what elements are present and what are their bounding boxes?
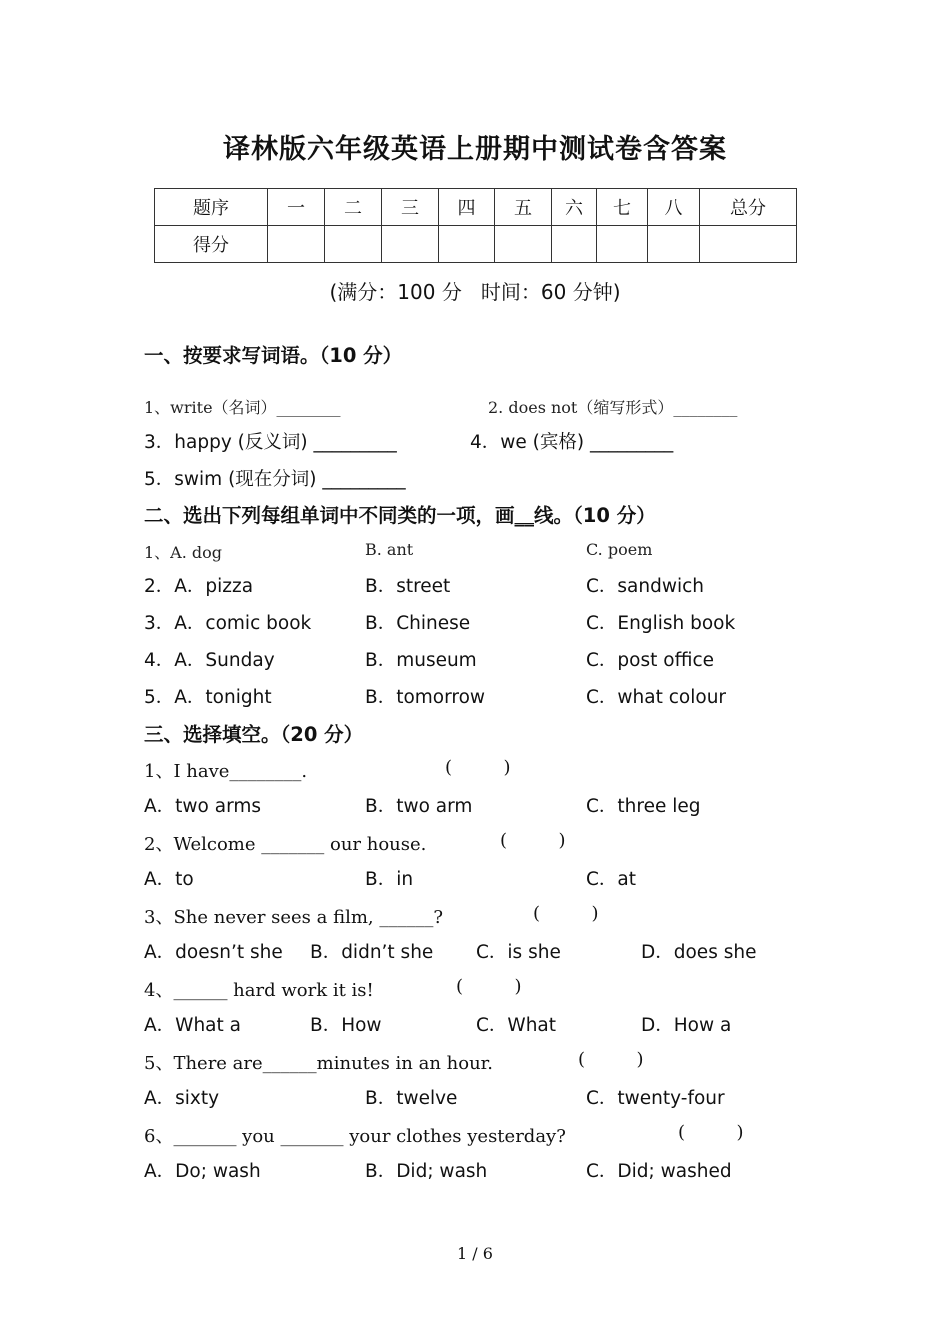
- answer-paren[interactable]: ( ): [456, 976, 522, 997]
- question-text: 5、There are______minutes in an hour.: [144, 1053, 494, 1074]
- table-cell: 七: [597, 189, 648, 226]
- page-number: 1 / 6: [457, 1244, 493, 1263]
- question-item: 2. does not（缩写形式）________: [488, 398, 738, 417]
- score-table: [154, 188, 797, 263]
- table-cell: 二: [325, 189, 382, 226]
- option-c: C．English book: [586, 613, 736, 634]
- question-item: 3．happy (反义词) _________: [144, 432, 397, 453]
- option-b: B．museum: [365, 650, 477, 671]
- option-a: A．Do; wash: [144, 1161, 261, 1182]
- table-cell: 八: [648, 189, 700, 226]
- question-text: 2、Welcome _______ our house.: [144, 834, 427, 855]
- option-b: B．Did; wash: [365, 1161, 488, 1182]
- option-c: C．three leg: [586, 796, 701, 817]
- option-a: A．sixty: [144, 1088, 220, 1109]
- answer-paren[interactable]: ( ): [678, 1122, 744, 1143]
- section-heading: 一、按要求写词语。（10 分）: [144, 344, 403, 367]
- option-b: B．How: [310, 1015, 382, 1036]
- score-table-header-row: [155, 189, 797, 226]
- section-heading: 三、选择填空。（20 分）: [144, 723, 364, 746]
- score-cell[interactable]: [495, 226, 552, 263]
- option-a: 2．A．pizza: [144, 576, 254, 597]
- table-cell: 得分: [155, 226, 268, 263]
- score-cell[interactable]: [648, 226, 700, 263]
- option-c: C．Did; washed: [586, 1161, 732, 1182]
- score-cell[interactable]: [700, 226, 797, 263]
- heading-text: 线。（10 分）: [534, 504, 656, 527]
- option-c: C. poem: [586, 540, 653, 559]
- option-b: B. ant: [365, 540, 414, 559]
- answer-paren[interactable]: ( ): [533, 903, 599, 924]
- option-a: 5．A．tonight: [144, 687, 272, 708]
- option-a: A．two arms: [144, 796, 262, 817]
- question-text: 6、_______ you _______ your clothes yesterday?: [144, 1126, 566, 1147]
- option-a: A．to: [144, 869, 194, 890]
- option-b: B．two arm: [365, 796, 473, 817]
- question-text: 4、______ hard work it is!: [144, 980, 374, 1001]
- option-b: B．didn’t she: [310, 942, 434, 963]
- option-c: C．twenty-four: [586, 1088, 725, 1109]
- heading-blank: __: [514, 504, 535, 527]
- score-cell[interactable]: [597, 226, 648, 263]
- option-b: B．tomorrow: [365, 687, 486, 708]
- option-b: B．street: [365, 576, 451, 597]
- table-cell: 三: [382, 189, 439, 226]
- section-heading: [144, 500, 656, 528]
- option-b: B．in: [365, 869, 414, 890]
- answer-paren[interactable]: ( ): [445, 757, 511, 778]
- table-cell: 一: [268, 189, 325, 226]
- table-cell: 总分: [700, 189, 797, 226]
- option-a: 3．A．comic book: [144, 613, 312, 634]
- option-b: B．twelve: [365, 1088, 458, 1109]
- score-cell[interactable]: [325, 226, 382, 263]
- question-item: 4．we (宾格) _________: [470, 432, 674, 453]
- score-cell[interactable]: [552, 226, 597, 263]
- option-a: 1、A. dog: [144, 543, 223, 562]
- answer-paren[interactable]: ( ): [500, 830, 566, 851]
- option-a: 4．A．Sunday: [144, 650, 275, 671]
- option-a: A．What a: [144, 1015, 241, 1036]
- option-c: C．sandwich: [586, 576, 705, 597]
- table-cell: 四: [439, 189, 495, 226]
- table-cell: 题序: [155, 189, 268, 226]
- question-item: 5．swim (现在分词) _________: [144, 469, 406, 490]
- score-cell[interactable]: [382, 226, 439, 263]
- answer-paren[interactable]: ( ): [578, 1049, 644, 1070]
- score-cell[interactable]: [268, 226, 325, 263]
- option-a: A．doesn’t she: [144, 942, 283, 963]
- table-cell: 五: [495, 189, 552, 226]
- score-table-score-row: [155, 226, 797, 263]
- exam-info: (满分：100 分 时间：60 分钟): [329, 280, 621, 304]
- option-c: C．at: [586, 869, 637, 890]
- page-title: 译林版六年级英语上册期中测试卷含答案: [223, 134, 727, 165]
- table-cell: 六: [552, 189, 597, 226]
- option-d: D．does she: [641, 942, 757, 963]
- score-cell[interactable]: [439, 226, 495, 263]
- option-c: C．is she: [476, 942, 561, 963]
- option-b: B．Chinese: [365, 613, 471, 634]
- question-item: 1、write（名词）________: [144, 398, 341, 417]
- option-d: D．How a: [641, 1015, 732, 1036]
- option-c: C．post office: [586, 650, 715, 671]
- question-text: 3、She never sees a film, ______?: [144, 907, 444, 928]
- option-c: C．What: [476, 1015, 557, 1036]
- option-c: C．what colour: [586, 687, 727, 708]
- heading-text: 二、选出下列每组单词中不同类的一项，画: [144, 504, 515, 527]
- question-text: 1、I have________.: [144, 761, 308, 782]
